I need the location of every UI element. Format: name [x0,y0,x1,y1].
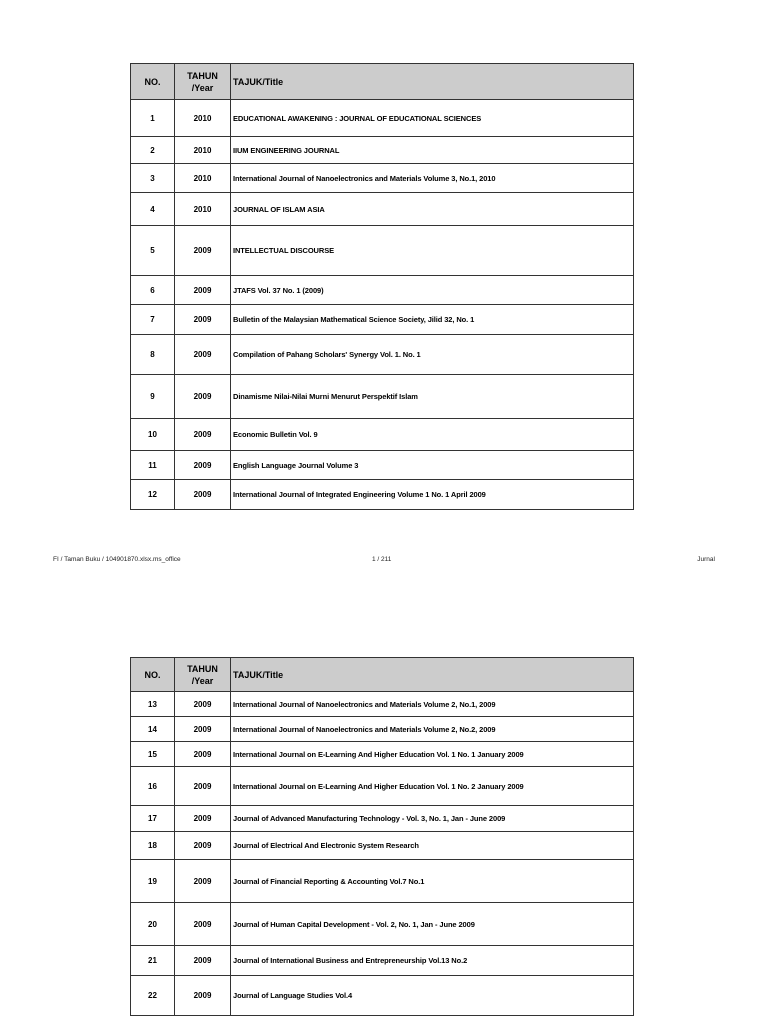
row-year: 2009 [175,276,231,305]
row-number: 2 [131,137,175,164]
table-row [131,742,634,767]
row-number: 13 [131,692,175,717]
header-title: TAJUK/Title [231,64,634,100]
row-year: 2010 [175,193,231,226]
journal-table-page-1 [130,63,634,510]
row-number: 4 [131,193,175,226]
row-year: 2010 [175,137,231,164]
table-row [131,976,634,1016]
table-row [131,375,634,419]
row-title: Journal of Financial Reporting & Accounting Vol.7 No.1 [231,860,634,903]
row-year: 2010 [175,164,231,193]
row-year: 2009 [175,375,231,419]
row-title: Dinamisme Nilai-Nilai Murni Menurut Perspektif Islam [231,375,634,419]
row-title: Journal of Advanced Manufacturing Technology - Vol. 3, No. 1, Jan - June 2009 [231,806,634,832]
table-row [131,806,634,832]
row-title: Compilation of Pahang Scholars' Synergy Vol. 1. No. 1 [231,335,634,375]
row-number: 18 [131,832,175,860]
row-title: English Language Journal Volume 3 [231,451,634,480]
row-year: 2009 [175,717,231,742]
header-row [131,64,634,100]
table-row [131,164,634,193]
row-title: International Journal on E-Learning And Higher Education Vol. 1 No. 2 January 2009 [231,767,634,806]
row-year: 2009 [175,451,231,480]
row-number: 3 [131,164,175,193]
table-row [131,451,634,480]
table-row [131,860,634,903]
header-no: NO. [131,658,175,692]
row-title: JTAFS Vol. 37 No. 1 (2009) [231,276,634,305]
table-row [131,903,634,946]
row-number: 16 [131,767,175,806]
row-number: 8 [131,335,175,375]
row-year: 2009 [175,806,231,832]
footer-page-number: 1 / 211 [372,556,392,563]
row-year: 2009 [175,305,231,335]
row-title: EDUCATIONAL AWAKENING : JOURNAL OF EDUCATIONAL SCIENCES [231,100,634,137]
row-number: 7 [131,305,175,335]
table-row [131,946,634,976]
row-title: INTELLECTUAL DISCOURSE [231,226,634,276]
row-number: 1 [131,100,175,137]
row-title: IIUM ENGINEERING JOURNAL [231,137,634,164]
row-year: 2009 [175,419,231,451]
table-row [131,193,634,226]
row-number: 14 [131,717,175,742]
row-title: International Journal of Nanoelectronics and Materials Volume 2, No.1, 2009 [231,692,634,717]
row-number: 15 [131,742,175,767]
journal-table-page-2 [130,657,634,1016]
table-row [131,137,634,164]
row-title: Bulletin of the Malaysian Mathematical Science Society, Jilid 32, No. 1 [231,305,634,335]
table-row [131,419,634,451]
row-year: 2009 [175,860,231,903]
table-row [131,305,634,335]
row-year: 2009 [175,226,231,276]
header-year [175,658,231,692]
row-number: 6 [131,276,175,305]
table-row [131,832,634,860]
table-body [131,100,634,510]
table-row [131,226,634,276]
row-number: 22 [131,976,175,1016]
row-year: 2009 [175,692,231,717]
row-title: Journal of Language Studies Vol.4 [231,976,634,1016]
row-number: 17 [131,806,175,832]
header-year-line1: TAHUN [187,663,218,674]
row-title: Journal of Human Capital Development - Vol. 2, No. 1, Jan - June 2009 [231,903,634,946]
table-body [131,692,634,1016]
table-row [131,276,634,305]
header-year-line2: /Year [191,675,214,686]
row-title: International Journal of Integrated Engineering Volume 1 No. 1 April 2009 [231,480,634,510]
row-year: 2009 [175,742,231,767]
row-title: Journal of International Business and Entrepreneurship Vol.13 No.2 [231,946,634,976]
row-year: 2009 [175,903,231,946]
row-year: 2009 [175,976,231,1016]
header-year-line1: TAHUN [187,70,218,81]
row-number: 21 [131,946,175,976]
row-year: 2010 [175,100,231,137]
row-number: 20 [131,903,175,946]
row-year: 2009 [175,335,231,375]
row-number: 5 [131,226,175,276]
row-title: JOURNAL OF ISLAM ASIA [231,193,634,226]
row-year: 2009 [175,480,231,510]
row-number: 11 [131,451,175,480]
row-title: International Journal of Nanoelectronics and Materials Volume 3, No.1, 2010 [231,164,634,193]
footer-filename: FI / Taman Buku / 104901870.xlsx.ms_office [53,556,181,563]
row-year: 2009 [175,946,231,976]
table-row [131,767,634,806]
table-row [131,335,634,375]
header-row [131,658,634,692]
row-number: 19 [131,860,175,903]
row-title: Journal of Electrical And Electronic System Research [231,832,634,860]
row-title: International Journal on E-Learning And Higher Education Vol. 1 No. 1 January 2009 [231,742,634,767]
row-title: Economic Bulletin Vol. 9 [231,419,634,451]
row-number: 9 [131,375,175,419]
table-row [131,480,634,510]
table-row [131,692,634,717]
footer-sheet-name: Jurnal [697,556,715,563]
row-number: 12 [131,480,175,510]
header-no: NO. [131,64,175,100]
table-row [131,100,634,137]
header-year-line2: /Year [191,82,214,93]
header-title: TAJUK/Title [231,658,634,692]
row-number: 10 [131,419,175,451]
header-year [175,64,231,100]
row-title: International Journal of Nanoelectronics and Materials Volume 2, No.2, 2009 [231,717,634,742]
row-year: 2009 [175,767,231,806]
row-year: 2009 [175,832,231,860]
table-row [131,717,634,742]
